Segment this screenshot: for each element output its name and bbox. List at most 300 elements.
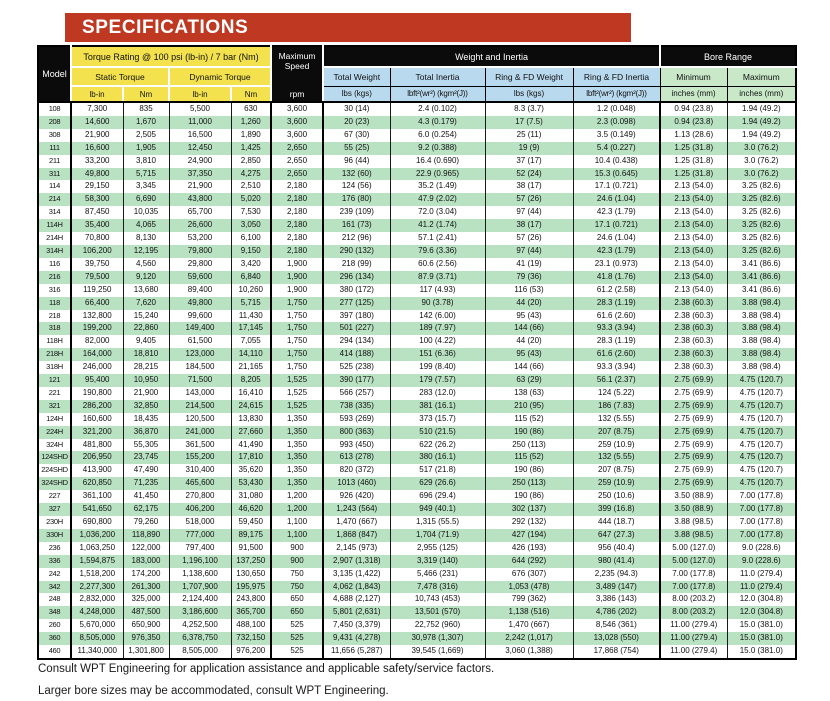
cell-static_nm: 12,195 [123,245,169,258]
cell-ring_fd_inertia: 956 (40.4) [573,542,660,555]
cell-rpm: 525 [271,632,323,645]
cell-total_weight: 993 (450) [323,439,390,452]
cell-model: 124SHD [38,451,71,464]
cell-total_weight: 2,907 (1,318) [323,555,390,568]
cell-bore_min: 2.38 (60.3) [660,322,727,335]
cell-static_lb_in: 481,800 [71,439,123,452]
cell-ring_fd_weight: 38 (17) [485,180,573,193]
cell-static_lb_in: 620,850 [71,477,123,490]
cell-total_inertia: 1,315 (55.5) [390,516,485,529]
cell-ring_fd_weight: 2,242 (1,017) [485,632,573,645]
cell-ring_fd_weight: 1,138 (516) [485,606,573,619]
cell-static_nm: 22,860 [123,322,169,335]
cell-dynamic_nm: 14,110 [231,348,271,361]
footnote-bore-sizes: Larger bore sizes may be accommodated, consult WPT Engineering. [38,685,389,697]
cell-static_nm: 8,130 [123,232,169,245]
cell-model: 221 [38,387,71,400]
cell-ring_fd_weight: 190 (86) [485,464,573,477]
cell-dynamic_lb_in: 26,600 [169,219,231,232]
cell-dynamic_lb_in: 61,500 [169,335,231,348]
cell-ring_fd_inertia: 2.3 (0.098) [573,116,660,129]
table-row [38,180,796,193]
col-header-dynamic-torque: Dynamic Torque [169,67,271,86]
cell-total_inertia: 622 (26.2) [390,439,485,452]
cell-bore_min: 11.00 (279.4) [660,632,727,645]
cell-bore_max: 3.41 (86.6) [727,271,796,284]
cell-ring_fd_inertia: 42.3 (1.79) [573,206,660,219]
col-group-weight-inertia: Weight and Inertia [323,46,660,67]
cell-total_weight: 390 (177) [323,374,390,387]
cell-ring_fd_inertia: 3,489 (147) [573,581,660,594]
cell-rpm: 1,750 [271,310,323,323]
cell-ring_fd_weight: 302 (137) [485,503,573,516]
cell-bore_min: 1.25 (31.8) [660,142,727,155]
cell-static_lb_in: 4,248,000 [71,606,123,619]
table-row [38,232,796,245]
cell-total_inertia: 60.6 (2.56) [390,258,485,271]
cell-total_weight: 1013 (460) [323,477,390,490]
cell-ring_fd_inertia: 5.4 (0.227) [573,142,660,155]
cell-static_lb_in: 1,594,875 [71,555,123,568]
cell-model: 114 [38,180,71,193]
cell-total_weight: 501 (227) [323,322,390,335]
cell-dynamic_lb_in: 1,196,100 [169,555,231,568]
cell-dynamic_lb_in: 143,000 [169,387,231,400]
cell-model: 214H [38,232,71,245]
cell-static_lb_in: 2,832,000 [71,593,123,606]
cell-static_nm: 5,715 [123,168,169,181]
cell-bore_max: 3.25 (82.6) [727,193,796,206]
cell-dynamic_nm: 7,055 [231,335,271,348]
cell-total_inertia: 87.9 (3.71) [390,271,485,284]
cell-bore_max: 3.0 (76.2) [727,142,796,155]
cell-ring_fd_weight: 95 (43) [485,310,573,323]
cell-rpm: 1,525 [271,374,323,387]
cell-total_inertia: 39,545 (1,669) [390,645,485,659]
cell-static_nm: 7,620 [123,297,169,310]
cell-total_inertia: 373 (15.7) [390,413,485,426]
cell-dynamic_lb_in: 49,800 [169,297,231,310]
cell-dynamic_lb_in: 79,800 [169,245,231,258]
cell-total_inertia: 1,704 (71.9) [390,529,485,542]
cell-static_nm: 55,305 [123,439,169,452]
cell-static_nm: 71,235 [123,477,169,490]
cell-total_inertia: 7,478 (316) [390,581,485,594]
cell-rpm: 1,750 [271,335,323,348]
cell-ring_fd_weight: 79 (36) [485,271,573,284]
cell-model: 460 [38,645,71,659]
cell-rpm: 1,350 [271,464,323,477]
cell-model: 342 [38,581,71,594]
cell-ring_fd_inertia: 3.5 (0.149) [573,129,660,142]
cell-bore_max: 3.25 (82.6) [727,206,796,219]
cell-ring_fd_inertia: 1.2 (0.048) [573,102,660,116]
cell-bore_max: 1.94 (49.2) [727,116,796,129]
cell-bore_min: 2.13 (54.0) [660,284,727,297]
cell-ring_fd_inertia: 399 (16.8) [573,503,660,516]
cell-rpm: 1,750 [271,322,323,335]
cell-ring_fd_weight: 17 (7.5) [485,116,573,129]
cell-total_inertia: 117 (4.93) [390,284,485,297]
cell-rpm: 1,750 [271,348,323,361]
cell-dynamic_nm: 630 [231,102,271,116]
cell-ring_fd_weight: 25 (11) [485,129,573,142]
col-header-total-weight: Total Weight [323,67,390,86]
cell-rpm: 2,180 [271,193,323,206]
cell-rpm: 3,600 [271,102,323,116]
cell-rpm: 1,750 [271,361,323,374]
cell-bore_max: 3.0 (76.2) [727,155,796,168]
cell-static_lb_in: 33,200 [71,155,123,168]
cell-dynamic_lb_in: 4,252,500 [169,619,231,632]
unit-total-weight: lbs (kgs) [323,86,390,102]
cell-dynamic_nm: 976,200 [231,645,271,659]
cell-static_lb_in: 8,505,000 [71,632,123,645]
cell-dynamic_lb_in: 11,000 [169,116,231,129]
cell-ring_fd_inertia: 61.2 (2.58) [573,284,660,297]
cell-ring_fd_inertia: 2,235 (94.3) [573,568,660,581]
cell-static_nm: 15,240 [123,310,169,323]
cell-total_inertia: 72.0 (3.04) [390,206,485,219]
cell-rpm: 1,350 [271,413,323,426]
cell-total_inertia: 142 (6.00) [390,310,485,323]
cell-total_weight: 2,145 (973) [323,542,390,555]
cell-dynamic_lb_in: 123,000 [169,348,231,361]
cell-static_nm: 835 [123,102,169,116]
cell-ring_fd_weight: 144 (66) [485,361,573,374]
cell-static_lb_in: 132,800 [71,310,123,323]
cell-ring_fd_weight: 676 (307) [485,568,573,581]
cell-ring_fd_weight: 190 (86) [485,490,573,503]
cell-model: 324SHD [38,477,71,490]
cell-static_nm: 9,120 [123,271,169,284]
cell-model: 314H [38,245,71,258]
cell-ring_fd_weight: 144 (66) [485,322,573,335]
cell-static_nm: 18,810 [123,348,169,361]
cell-total_weight: 218 (99) [323,258,390,271]
cell-bore_min: 2.75 (69.9) [660,400,727,413]
cell-model: 116 [38,258,71,271]
cell-rpm: 2,180 [271,232,323,245]
cell-bore_min: 2.13 (54.0) [660,232,727,245]
table-row [38,426,796,439]
cell-bore_max: 7.00 (177.8) [727,503,796,516]
table-row [38,129,796,142]
cell-ring_fd_weight: 37 (17) [485,155,573,168]
cell-dynamic_lb_in: 361,500 [169,439,231,452]
cell-total_inertia: 199 (8.40) [390,361,485,374]
table-row [38,142,796,155]
cell-rpm: 1,100 [271,516,323,529]
cell-static_lb_in: 321,200 [71,426,123,439]
cell-bore_min: 2.13 (54.0) [660,245,727,258]
cell-dynamic_nm: 243,800 [231,593,271,606]
cell-ring_fd_inertia: 647 (27.3) [573,529,660,542]
cell-ring_fd_inertia: 8,546 (361) [573,619,660,632]
cell-ring_fd_weight: 63 (29) [485,374,573,387]
cell-dynamic_nm: 21,165 [231,361,271,374]
cell-bore_max: 3.0 (76.2) [727,168,796,181]
cell-ring_fd_inertia: 93.3 (3.94) [573,322,660,335]
cell-dynamic_lb_in: 155,200 [169,451,231,464]
cell-total_weight: 820 (372) [323,464,390,477]
cell-total_weight: 9,431 (4,278) [323,632,390,645]
cell-model: 308 [38,129,71,142]
cell-rpm: 2,180 [271,206,323,219]
cell-ring_fd_inertia: 980 (41.4) [573,555,660,568]
cell-bore_max: 4.75 (120.7) [727,426,796,439]
unit-dynamic-lb-in: lb-in [169,86,231,102]
cell-total_inertia: 179 (7.57) [390,374,485,387]
cell-total_inertia: 9.2 (0.388) [390,142,485,155]
rpm-unit-label: rpm [289,89,305,99]
cell-rpm: 2,180 [271,219,323,232]
table-row [38,413,796,426]
cell-static_nm: 47,490 [123,464,169,477]
cell-dynamic_nm: 1,425 [231,142,271,155]
cell-dynamic_nm: 17,145 [231,322,271,335]
cell-rpm: 1,200 [271,503,323,516]
cell-total_weight: 1,243 (564) [323,503,390,516]
cell-ring_fd_inertia: 93.3 (3.94) [573,361,660,374]
table-row [38,245,796,258]
cell-model: 321 [38,400,71,413]
cell-bore_min: 2.38 (60.3) [660,297,727,310]
cell-static_lb_in: 14,600 [71,116,123,129]
cell-static_nm: 10,950 [123,374,169,387]
cell-static_nm: 21,900 [123,387,169,400]
table-row [38,193,796,206]
cell-static_lb_in: 2,277,300 [71,581,123,594]
cell-static_lb_in: 119,250 [71,284,123,297]
cell-bore_min: 2.75 (69.9) [660,387,727,400]
cell-ring_fd_inertia: 4,786 (202) [573,606,660,619]
table-row [38,258,796,271]
cell-static_lb_in: 1,518,200 [71,568,123,581]
cell-static_nm: 183,000 [123,555,169,568]
cell-total_inertia: 13,501 (570) [390,606,485,619]
cell-dynamic_nm: 5,020 [231,193,271,206]
cell-rpm: 1,900 [271,271,323,284]
cell-total_weight: 161 (73) [323,219,390,232]
cell-static_lb_in: 413,900 [71,464,123,477]
table-row [38,219,796,232]
cell-ring_fd_inertia: 3,386 (143) [573,593,660,606]
cell-bore_max: 15.0 (381.0) [727,645,796,659]
table-row [38,645,796,659]
cell-dynamic_nm: 8,205 [231,374,271,387]
cell-dynamic_lb_in: 99,600 [169,310,231,323]
cell-static_lb_in: 5,670,000 [71,619,123,632]
cell-static_lb_in: 39,750 [71,258,123,271]
cell-bore_min: 7.00 (177.8) [660,568,727,581]
cell-dynamic_lb_in: 59,600 [169,271,231,284]
cell-static_nm: 32,850 [123,400,169,413]
cell-total_inertia: 90 (3.78) [390,297,485,310]
cell-total_weight: 290 (132) [323,245,390,258]
cell-dynamic_nm: 4,275 [231,168,271,181]
cell-total_weight: 124 (56) [323,180,390,193]
cell-bore_max: 7.00 (177.8) [727,490,796,503]
cell-static_nm: 976,350 [123,632,169,645]
cell-total_inertia: 5,466 (231) [390,568,485,581]
cell-dynamic_lb_in: 53,200 [169,232,231,245]
cell-bore_min: 0.94 (23.8) [660,116,727,129]
cell-model: 118H [38,335,71,348]
unit-ring-fd-weight: lbs (kgs) [485,86,573,102]
cell-bore_min: 2.13 (54.0) [660,258,727,271]
cell-static_nm: 118,890 [123,529,169,542]
cell-dynamic_nm: 1,260 [231,116,271,129]
cell-dynamic_lb_in: 797,400 [169,542,231,555]
cell-model: 360 [38,632,71,645]
cell-ring_fd_weight: 57 (26) [485,193,573,206]
col-header-ring-fd-inertia: Ring & FD Inertia [573,67,660,86]
cell-rpm: 1,750 [271,297,323,310]
cell-static_nm: 487,500 [123,606,169,619]
cell-dynamic_lb_in: 8,505,000 [169,645,231,659]
cell-static_lb_in: 58,300 [71,193,123,206]
cell-bore_min: 2.13 (54.0) [660,206,727,219]
cell-model: 227 [38,490,71,503]
cell-dynamic_nm: 6,840 [231,271,271,284]
cell-rpm: 1,350 [271,426,323,439]
cell-static_nm: 4,560 [123,258,169,271]
table-row [38,516,796,529]
cell-total_weight: 414 (188) [323,348,390,361]
cell-dynamic_lb_in: 16,500 [169,129,231,142]
cell-model: 330H [38,529,71,542]
cell-total_weight: 525 (238) [323,361,390,374]
cell-ring_fd_inertia: 42.3 (1.79) [573,245,660,258]
table-row [38,619,796,632]
cell-bore_min: 2.13 (54.0) [660,193,727,206]
table-row [38,542,796,555]
cell-total_inertia: 629 (26.6) [390,477,485,490]
cell-rpm: 1,900 [271,258,323,271]
cell-bore_min: 8.00 (203.2) [660,606,727,619]
cell-ring_fd_inertia: 132 (5.55) [573,413,660,426]
cell-bore_max: 3.88 (98.4) [727,361,796,374]
cell-bore_min: 2.38 (60.3) [660,335,727,348]
cell-ring_fd_inertia: 13,028 (550) [573,632,660,645]
cell-bore_max: 3.88 (98.4) [727,297,796,310]
cell-total_weight: 96 (44) [323,155,390,168]
cell-bore_min: 2.75 (69.9) [660,439,727,452]
cell-static_lb_in: 160,600 [71,413,123,426]
cell-ring_fd_weight: 19 (9) [485,142,573,155]
table-row [38,490,796,503]
cell-static_nm: 3,345 [123,180,169,193]
footnote-consult: Consult WPT Engineering for application assistance and applicable safety/service factors. [38,663,495,675]
cell-ring_fd_weight: 644 (292) [485,555,573,568]
col-group-torque-rating: Torque Rating @ 100 psi (lb-in) / 7 bar (Nm) [71,46,271,67]
cell-static_nm: 79,260 [123,516,169,529]
unit-dynamic-nm: Nm [231,86,271,102]
cell-bore_min: 2.38 (60.3) [660,361,727,374]
cell-bore_max: 4.75 (120.7) [727,387,796,400]
table-row [38,464,796,477]
cell-dynamic_lb_in: 465,600 [169,477,231,490]
cell-model: 121 [38,374,71,387]
cell-bore_max: 3.25 (82.6) [727,245,796,258]
cell-ring_fd_weight: 52 (24) [485,168,573,181]
cell-model: 327 [38,503,71,516]
cell-total_inertia: 381 (16.1) [390,400,485,413]
cell-total_weight: 277 (125) [323,297,390,310]
cell-dynamic_lb_in: 29,800 [169,258,231,271]
cell-static_nm: 174,200 [123,568,169,581]
cell-model: 242 [38,568,71,581]
cell-model: 348 [38,606,71,619]
cell-total_weight: 176 (80) [323,193,390,206]
table-row [38,297,796,310]
cell-dynamic_nm: 9,150 [231,245,271,258]
table-row [38,477,796,490]
specifications-table [37,45,797,660]
cell-total_weight: 11,656 (5,287) [323,645,390,659]
cell-ring_fd_inertia: 28.3 (1.19) [573,297,660,310]
cell-bore_max: 3.25 (82.6) [727,232,796,245]
cell-static_lb_in: 199,200 [71,322,123,335]
cell-ring_fd_weight: 116 (53) [485,284,573,297]
cell-bore_min: 7.00 (177.8) [660,581,727,594]
cell-static_lb_in: 7,300 [71,102,123,116]
cell-dynamic_nm: 2,850 [231,155,271,168]
cell-total_inertia: 510 (21.5) [390,426,485,439]
cell-dynamic_nm: 732,150 [231,632,271,645]
cell-total_weight: 800 (363) [323,426,390,439]
cell-static_nm: 2,505 [123,129,169,142]
cell-model: 230H [38,516,71,529]
cell-dynamic_nm: 3,420 [231,258,271,271]
cell-bore_max: 4.75 (120.7) [727,413,796,426]
cell-ring_fd_weight: 799 (362) [485,593,573,606]
cell-bore_min: 2.13 (54.0) [660,219,727,232]
cell-model: 214 [38,193,71,206]
page-title: SPECIFICATIONS [65,13,631,42]
cell-static_nm: 41,450 [123,490,169,503]
cell-static_lb_in: 1,063,250 [71,542,123,555]
table-row [38,400,796,413]
cell-model: 124H [38,413,71,426]
cell-ring_fd_weight: 210 (95) [485,400,573,413]
cell-dynamic_lb_in: 406,200 [169,503,231,516]
cell-bore_min: 5.00 (127.0) [660,555,727,568]
cell-model: 216 [38,271,71,284]
cell-dynamic_lb_in: 777,000 [169,529,231,542]
cell-dynamic_nm: 6,100 [231,232,271,245]
cell-total_weight: 67 (30) [323,129,390,142]
cell-rpm: 1,350 [271,439,323,452]
cell-total_inertia: 189 (7.97) [390,322,485,335]
cell-ring_fd_weight: 427 (194) [485,529,573,542]
cell-dynamic_nm: 27,660 [231,426,271,439]
cell-total_weight: 4,688 (2,127) [323,593,390,606]
cell-rpm: 1,200 [271,490,323,503]
cell-bore_max: 12.0 (304.8) [727,593,796,606]
cell-bore_max: 11.0 (279.4) [727,581,796,594]
cell-model: 224H [38,426,71,439]
table-row [38,348,796,361]
table-row [38,606,796,619]
col-header-bore-maximum: Maximum [727,67,796,86]
cell-bore_max: 4.75 (120.7) [727,374,796,387]
cell-dynamic_lb_in: 270,800 [169,490,231,503]
cell-ring_fd_inertia: 56.1 (2.37) [573,374,660,387]
cell-static_nm: 1,670 [123,116,169,129]
cell-dynamic_lb_in: 37,350 [169,168,231,181]
